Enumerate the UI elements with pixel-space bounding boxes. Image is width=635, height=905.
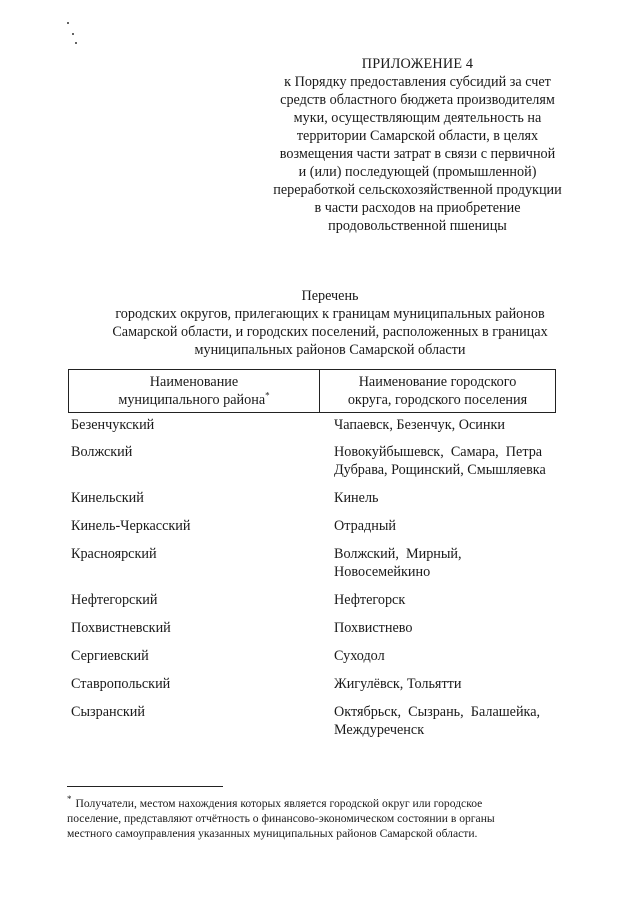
footnote-line: местного самоуправления указанных муниципальных районов Самарской области.	[67, 827, 478, 840]
appendix-line: и (или) последующей (промышленной)	[298, 164, 537, 180]
settlement-cell	[334, 619, 556, 637]
district-cell: Безенчукский	[71, 417, 155, 433]
footnote-mark: *	[265, 390, 270, 401]
scan-speck	[75, 42, 77, 44]
district-cell: Похвистневский	[71, 620, 171, 636]
appendix-line: в части расходов на приобретение	[314, 200, 521, 216]
table-row	[68, 675, 556, 693]
settlement-cell	[334, 545, 556, 581]
list-subtitle-line: городских округов, прилегающих к границам муниципальных районов	[115, 306, 545, 322]
header-district-text: муниципального района	[118, 392, 266, 408]
header-district-line: Наименование	[149, 374, 239, 390]
district-cell: Кинельский	[71, 490, 144, 506]
footnote-mark: *	[67, 794, 72, 805]
scan-speck	[72, 33, 74, 35]
settlement-line: Новокуйбышевск, Самара, Петра	[334, 444, 543, 460]
list-heading	[60, 287, 600, 359]
settlement-cell	[334, 489, 556, 507]
header-settlement	[320, 370, 555, 412]
settlement-cell	[334, 591, 556, 609]
header-settlement-line: Наименование городского	[358, 374, 517, 390]
table-body	[68, 416, 556, 739]
settlement-line: Похвистнево	[334, 620, 413, 636]
settlement-cell	[334, 416, 556, 434]
header-district-line	[69, 391, 319, 409]
list-subtitle-line: муниципальных районов Самарской области	[194, 342, 466, 358]
table-row	[68, 545, 556, 581]
appendix-line: продовольственной пшеницы	[328, 218, 507, 234]
settlement-line: Дубрава, Рощинский, Смышляевка	[334, 462, 546, 478]
scan-speck	[67, 22, 69, 24]
list-subtitle-line: Самарской области, и городских поселений, расположенных в границах	[112, 324, 548, 340]
districts-table	[68, 369, 556, 739]
settlement-line: Октябрьск, Сызрань, Балашейка,	[334, 704, 541, 720]
district-cell: Волжский	[71, 444, 133, 460]
settlement-line: Отрадный	[334, 518, 396, 534]
table-row	[68, 619, 556, 637]
appendix-line: переработкой сельскохозяйственной продукции	[273, 182, 562, 198]
appendix-line: муки, осуществляющим деятельность на	[293, 110, 542, 126]
settlement-line: Чапаевск, Безенчук, Осинки	[334, 417, 505, 433]
footnote-divider	[67, 786, 223, 787]
settlement-cell	[334, 517, 556, 535]
footnote	[67, 796, 557, 841]
settlement-line: Новосемейкино	[334, 564, 431, 580]
appendix-line: территории Самарской области, в целях	[296, 128, 539, 144]
district-cell: Ставропольский	[71, 676, 171, 692]
settlement-cell	[334, 703, 556, 739]
appendix-line: возмещения части затрат в связи с первичной	[279, 146, 556, 162]
table-row	[68, 416, 556, 434]
table-row	[68, 517, 556, 535]
settlement-cell	[334, 675, 556, 693]
district-cell: Кинель-Черкасский	[71, 518, 191, 534]
district-cell: Красноярский	[71, 546, 157, 562]
footnote-line	[67, 796, 557, 811]
table-row	[68, 647, 556, 665]
appendix-line: средств областного бюджета производителям	[280, 92, 555, 108]
header-settlement-line: округа, городского поселения	[347, 392, 528, 408]
table-row	[68, 591, 556, 609]
settlement-cell	[334, 647, 556, 665]
settlement-line: Суходол	[334, 648, 385, 664]
header-district	[69, 370, 320, 412]
table-row	[68, 703, 556, 739]
district-cell: Сызранский	[71, 704, 145, 720]
settlement-line: Жигулёвск, Тольятти	[334, 676, 462, 692]
appendix-block	[245, 55, 590, 235]
settlement-line: Кинель	[334, 490, 379, 506]
settlement-line: Волжский, Мирный,	[334, 546, 462, 562]
settlement-cell	[334, 443, 556, 479]
footnote-line: поселение, представляют отчётность о финансово-экономическом состоянии в органы	[67, 812, 495, 825]
list-title: Перечень	[301, 288, 359, 304]
table-row	[68, 443, 556, 479]
table-row	[68, 489, 556, 507]
settlement-line: Междуреченск	[334, 722, 425, 738]
appendix-line: к Порядку предоставления субсидий за счет	[284, 74, 551, 90]
district-cell: Сергиевский	[71, 648, 149, 664]
district-cell: Нефтегорский	[71, 592, 158, 608]
appendix-title: ПРИЛОЖЕНИЕ 4	[361, 56, 474, 72]
table-header	[68, 369, 556, 413]
settlement-line: Нефтегорск	[334, 592, 406, 608]
footnote-text: Получатели, местом нахождения которых является городской округ или городское	[75, 797, 483, 810]
